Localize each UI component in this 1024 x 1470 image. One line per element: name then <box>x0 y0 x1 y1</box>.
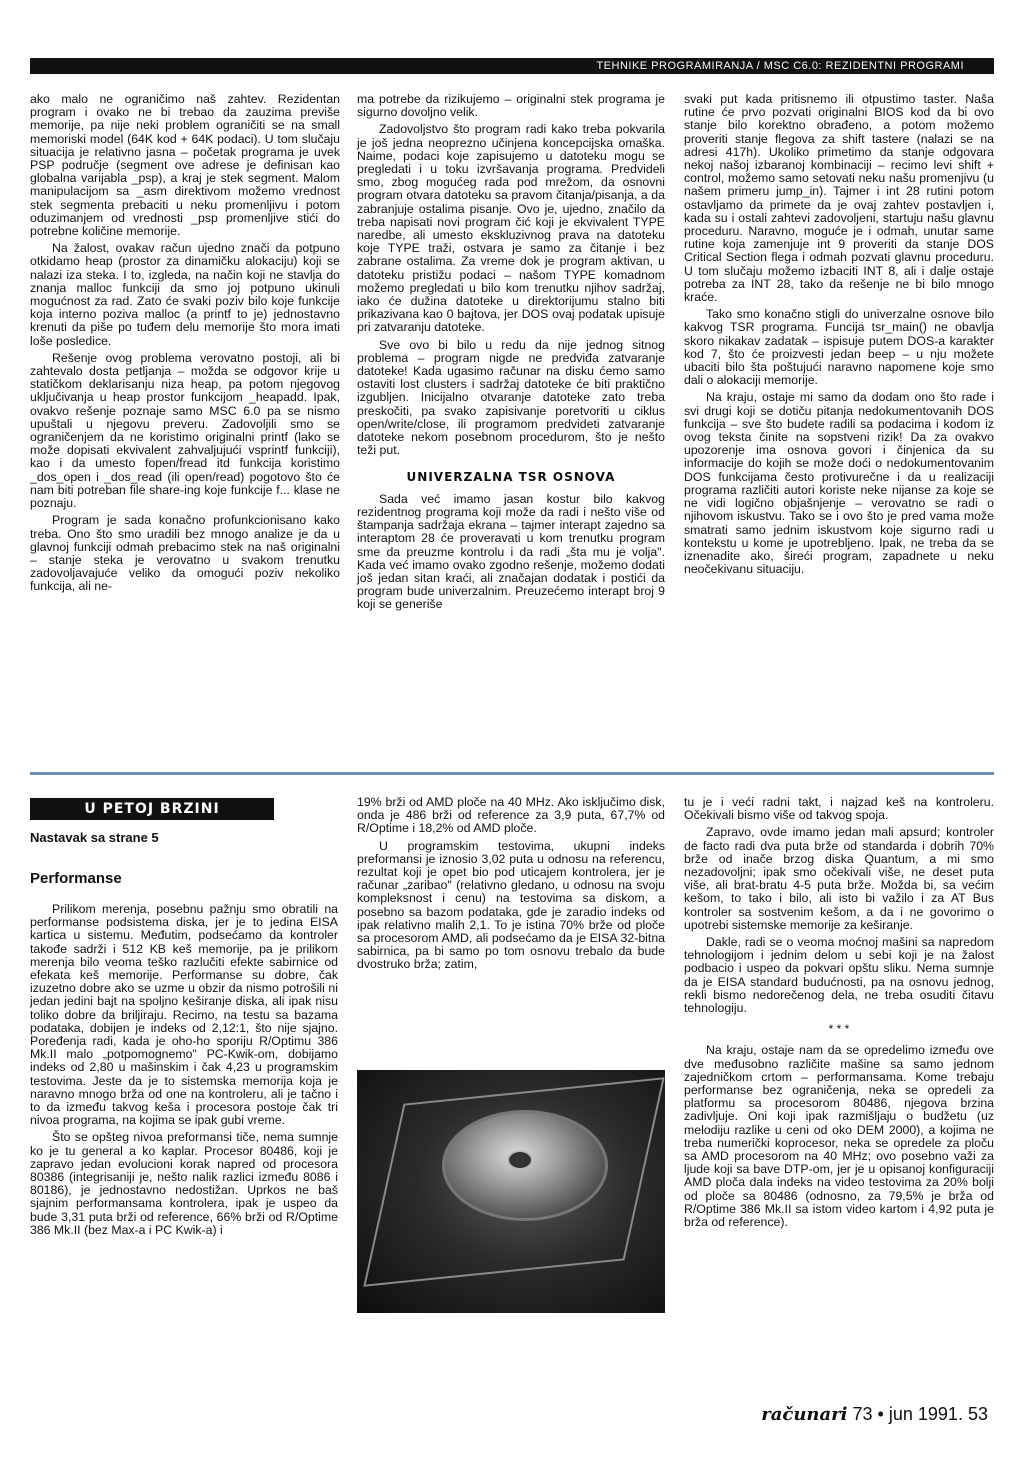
top-column-2 <box>357 93 665 616</box>
top-column-3 <box>684 93 994 580</box>
paragraph: Tako smo konačno stigli do univerzalne osnove bilo kakvog TSR programa. Funcija tsr_main() ne obavlja skoro nikakav zadatak – ispisuje putem DOS-a karakter kod 7, što će proizvesti jedan beep – u nju možete ubaciti bilo šta poštujući naravno napomene koje smo dali o alokaciji memorije. <box>684 307 994 388</box>
footer-bullet: • <box>877 1404 884 1424</box>
paragraph: Na kraju, ostaje nam da se opredelimo između ove dve međusobno različite mašine sa samo jednom zajedničkom crtom – performansama. Kome trebaju performanse bez ograničenja, neka se opredeli za platformu sa procesorom 80486, njegova brzina zadivljuje. Oni koji ipak razmišljaju o budžetu (uz melodiju razlike u ceni od oko DEM 2000), a kojima ne treba numerički koprocesor, neka se opredele za ploču sa AMD procesorom na 40 MHz; ovo posebno važi za ljude koji sa bave DTP-om, jer je u opisanoj konfiguraciji AMD ploča dala indeks na video testovima za 20% bolji od ploče sa 80486 (odnosno, za 79,5% je brža od R/Optime 386 Mk.II sa istom video kartom i 4,92 puta je brža od reference). <box>684 1043 994 1230</box>
hard-disk-photo <box>357 1070 665 1313</box>
paragraph: Dakle, radi se o veoma moćnoj mašini sa napredom tehnologijom i jednim delom u sebi koji je na žalost podbacio i uspeo da pokvari opštu sliku. Nema sumnje da je EISA standard budućnosti, pa na osnovu jednog, rekli bismo nedorečenog dela, ne treba osuditi čitavu tehnologiju. <box>684 935 994 1016</box>
paragraph: Što se opšteg nivoa preformansi tiče, nema sumnje ko je tu general a ko kaplar. Procesor 80486, koji je zapravo jedan evolucioni korak napred od procesora 80386 (integrisaniji je, nešto nalik razlici između 8086 i 80186), je jednostavno nedostižan. Uprkos ne baš sjajnim performansama kontrolera, ipak je uspeo da bude 3,31 puta brži od reference, 66% brži od R/Optime 386 Mk.II (bez Max-a i PC Kwik-a) i <box>30 1130 338 1237</box>
paragraph: Na žalost, ovakav račun ujedno znači da potpuno otkidamo heap (prostor za dinamičku alokaciju) koji se nalazi iza steka. I to, izgleda, na način koji ne stavlja do znanja malloc funkciji da smo joj potpuno ukinuli mogućnost za rad. Zato će svaki poziv bilo koje funkcije koja interno poziva malloc (a printf to je) jednostavno krenuti da piše po tuđem delu memorije što mora imati loše posledice. <box>30 241 340 348</box>
paragraph: Na kraju, ostaje mi samo da dodam ono što rade i svi drugi koji se dotiču pitanja nedokumentovanih DOS funkcija – sve što budete radili sa podacima i kodom iz ovog teksta činite na sopstveni rizik! Da za ovakvo upozorenje ima osnova govori i činjenica da su informacije do kojih se može doći o nedokumentovanim DOS funkcijama često protivurečne i da u realizaciji programa različiti autori koriste neke nijanse za koje se ne vidi logično objašnjenje – verovatno se radi o njihovom iskustvu. Tako se i ovo što je pred vama može smatrati samo jednim iskustvom koje sigurno radi u kontekstu u kome je upotrebljeno. Ipak, ne treba da se iznenadite ako, šireći program, zapadnete u neku neočekivanu situaciju. <box>684 390 994 577</box>
continued-note: Nastavak sa strane 5 <box>30 830 159 845</box>
paragraph: ma potrebe da rizikujemo – originalni stek programa je sigurno dovoljno velik. <box>357 92 665 120</box>
top-column-1 <box>30 93 340 598</box>
paragraph: Prilikom merenja, posebnu pažnju smo obratili na performanse podsistema diska, jer je to jedina EISA kartica u sistemu. Međutim, podsećamo da kontroler takođe sadrži i 512 KB keš memorije, pa je prilikom merenja bilo veoma teško razlučiti efekte sabirnice od efekata keš memorije. Performanse su dobre, čak izuzetno dobre ako se uzme u obzir da nismo potrošili ni jedan jedini bajt na spoljno keširanje diska, ali ipak nisu toliko dobre da briljiraju. Recimo, na testu sa bazama podataka, dobijen je indeks od 2,12:1, što nije sjajno. Poređenja radi, kada je oho-ho sporiju R/Optimu 386 Mk.II malo „potpomognemo" PC-Kwik-om, dobijamo indeks od 2,80 u mašinskim i čak 4,23 u programskim testovima. Jeste da je to sistemska memorija koja je naravno mnogo brža od one na kontroleru, ali je tačno i to da između takvog keša i procesora postoje čak tri nivoa programa, na kojima se ipak gubi vreme. <box>30 902 338 1128</box>
paragraph: Rešenje ovog problema verovatno postoji, ali bi zahtevalo dosta petljanja – možda se odgovor krije u statičkom deklarisanju niza heap, pa potom njegovog uključivanja u heap prostor funkcijom _heapadd. Ipak, ovakvo rešenje poznaje samo MSC 6.0 pa se nismo upuštali u njegovu preveru. Zadovoljili smo se ograničenjem da ne koristimo originalni printf (lako se može dopisati ekvivalent zahvaljujući vsprintf funkciji), kao i da umesto fopen/fread itd funkcija koristimo _dos_open i _dos_read (ili open/read) pogotovo što će nam biti potreban file share-ing koje funkcije f... klase ne poznaju. <box>30 350 340 511</box>
issue-date: jun 1991. <box>888 1404 963 1424</box>
section-divider <box>30 772 994 775</box>
paragraph: tu je i veći radni takt, i najzad keš na kontroleru. Očekivali bismo više od takvog spoja. <box>684 795 994 823</box>
issue-number: 73 <box>852 1404 873 1424</box>
article-banner: U PETOJ BRZINI <box>30 798 274 820</box>
section-heading: Performanse <box>30 870 122 887</box>
bottom-column-1 <box>30 903 338 1241</box>
paragraph: Zapravo, ovde imamo jedan mali apsurd; kontroler de facto radi dva puta brže od standarda i dobrih 70% brže od inače brzog diska Quantum, a mi smo nezadovoljni; ipak smo očekivali više, ne deset puta više, ali brat-bratu 4-5 puta brže. Možda bi, sa većim kešom, to tako i bilo, ali isto bi važilo i za AT Bus kontroler sa sostvenim kešom, a da i ne govorimo o upotrebi sistemske memorije za keširanje. <box>684 825 994 932</box>
subheading: UNIVERZALNA TSR OSNOVA <box>406 470 616 485</box>
paragraph: Zadovoljstvo što program radi kako treba pokvarila je još jedna neoprezno učinjena koncepcijska omaška. Naime, podaci koje zapisujemo u datoteku mogu se pregledati i u toku izvršavanja programa. Predvideli smo, zbog mogućeg rada pod mrežom, da osnovni program otvara datoteku sa pravom čitanja/pisanja, a da zabranjuje ostalima pisanje. Ovo je, ujedno, značilo da treba napisati novi program čić koji je ekvivalent TYPE naredbe, ali umesto ekskluzivnog prava na datoteku koje TYPE traži, ostvara je samo za čitanje i bez zabrane ostalima. Za vreme dok je program aktivan, u datoteku pristižu podaci – našom TYPE komadnom možemo pregledati u bilo kom trenutku njihov sadržaj, iako će dužina datoteke u direktorijumu stalno biti prikazivana kao 0 bajtova, jer DOS ovaj podatak upisuje pri zatvaranju datoteke. <box>357 122 665 335</box>
page-number: 53 <box>967 1404 988 1424</box>
disk-spindle <box>507 1150 533 1170</box>
paragraph: svaki put kada pritisnemo ili otpustimo taster. Naša rutine će prvo pozvati originalni BIOS kod da bi ovo stanje bilo korektno obrađeno, a potom možemo proveriti stanje flegova za shift tastere (nalazi se na adresi 417h). Ukoliko primetimo da stanje odgovara nekoj našoj izbaranoj kombinaciji – recimo levi shift + control, možemo samo setovati neku našu promenjivu (u našem primeru jump_in). Tajmer i int 28 rutini potom ostavljamo da primete da je ovaj zahtev postavljen i, kada su i ostali zahtevi zadovoljeni, startuju našu glavnu proceduru. Naravno, moguće je i odmah, unutar same rutine koja zamenjuje int 9 proveriti da stanje DOS Critical Section flega i odmah pozvati glavnu proceduru. U tom slučaju možemo izbaciti INT 8, ali i dalje ostaje potreba za INT 28, tako da rešenje ne bi bilo mnogo kraće. <box>684 92 994 305</box>
paragraph: ako malo ne ograničimo naš zahtev. Rezidentan program i ovako ne bi trebao da zauzima previše memorije, pa nije neki problem ograničiti se na small memoriski model (64K kod + 64K podaci). U tom slučaju situacija je relativno jasna – početak programa je uvek PSP područje (segment ove adrese je definisan kao globalna varijabla _psp), a kraj je stek segment. Malom manipulacijom sa _asm direktivom možemo vrednost stek segmenta prebaciti u neku promenljivu i potom oduzimanjem od vrednosti _psp promenljive stići do potrebne količine memorije. <box>30 92 340 239</box>
paragraph: 19% brži od AMD ploče na 40 MHz. Ako isključimo disk, onda je 486 brži od reference za 3,9 puta, 67,7% od R/Optime i 18,2% od AMD ploče. <box>357 795 665 836</box>
paragraph: Program je sada konačno profunkcionisano kako treba. Ono što smo uradili bez mnogo analize je da u glavnoj funkciji odmah prebacimo stek na naš originalni – stanje steka je verovatno u svakom trenutku zadovoljavajuće veliko da omogući poziv nekoliko funkcija, ali ne- <box>30 513 340 594</box>
paragraph: Sada već imamo jasan kostur bilo kakvog rezidentnog programa koji može da radi i nešto više od štampanja sadržaja ekrana – tajmer interapt zajedno sa interaptom 28 će proveravati u kom trenutku program sme da preuzme kontrolu i da radi „šta mu je volja". Kada već imamo ovako zgodno rešenje, možemo dodati još jedan sitan kraći, ali značajan dodatak i postići da program bude univerzalnim. Preuzećemo interapt broj 9 koji se generiše <box>357 491 665 612</box>
page-footer <box>761 1404 988 1425</box>
paragraph: Sve ovo bi bilo u redu da nije jednog sitnog problema – program nigde ne predviđa zatvaranje datoteke! Kada ugasimo računar na disku ćemo samo ostaviti lost clusters i sadržaj datoteke će biti praktično izgubljen. Inicijalno otvaranje datoteke zato treba preskočiti, pa svako zapisivanje poretvoriti u ciklus open/write/close, ili programom predvideti zatvaranje datoteke nekom posebnom procedurom, što je nešto teži put. <box>357 337 665 458</box>
paragraph: U programskim testovima, ukupni indeks preformansi je iznosio 3,02 puta u odnosu na referencu, rezultat koji je opet bio pod uticajem kontrolera, jer je računar „zaribao" (relativno gledano, u odnosu na svoju kompleksnost i cenu) na testovima sa diskom, a posebno sa bazom podataka, gde je zaradio indeks od ipak relativno malih 2,1. To je istina 70% brže od ploče sa procesorom AMD, ali podsećamo da je EISA 32-bitna sabirnica, pa bi samo po tom osnovu trebalo da bude dvostruko brža; zatim, <box>357 838 665 972</box>
bottom-column-3 <box>684 796 994 1233</box>
bottom-column-2 <box>357 796 665 976</box>
section-break-stars: * * * <box>828 1022 850 1037</box>
magazine-logo: računari <box>761 1404 848 1425</box>
section-header-bar: TEHNIKE PROGRAMIRANJA / MSC C6.0: REZIDENTNI PROGRAMI <box>30 58 994 74</box>
